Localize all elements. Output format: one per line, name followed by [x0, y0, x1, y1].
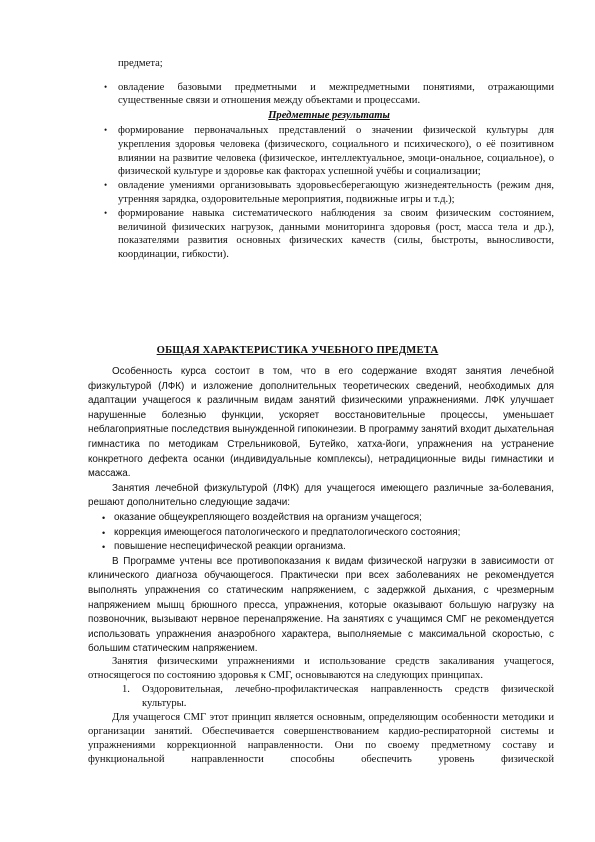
tasks-list	[88, 511, 554, 555]
paragraph-contraindications: В Программе учтены все противопоказания к видам физической нагрузки в зависимости от клинического диагноза обучающегося. Практически при всех заболеваниях не рекомендуется выполнять упражнения со статическим напряжением, с задержкой дыхания, с чрезмерным напряжением мышц брюшного пресса, упражнения, которые оказывают большую нагрузку на позвоночник, вызывают нервное перенапряжение. На занятиях с учащимся СМГ не рекомендуется использовать упражнения анаэробного характера, выполняемые с максимальной скоростью, с большим статическим напряжением.	[88, 555, 554, 655]
bullet-icon: •	[102, 527, 106, 538]
paragraph-principles-intro: Занятия физическими упражнениями и использование средств закаливания учащегося, относящегося по состоянию здоровья к СМГ, основываются на следующих принципах.	[88, 656, 554, 681]
paragraph-principle-explanation: Для учащегося СМГ этот принцип является основным, определяющим особенности методики и организации занятий. Обеспечивается совершенствованием кардио-респираторной системы и упражнениями коррекционной направленности. Они по своему предметному составу и функциональной направленности способны обеспечить уровень физической	[88, 712, 554, 765]
list-item: • овладение базовыми предметными и межпредметными понятиями, отражающими существенные связи и отношения между объектами и процессами.	[104, 81, 554, 107]
metasubject-list	[104, 81, 554, 108]
list-item: • коррекция имеющегося патологического и предпатологического состояния;	[88, 526, 554, 541]
bullet-icon: •	[104, 125, 108, 136]
section-body	[88, 365, 554, 657]
section-title: ОБЩАЯ ХАРАКТЕРИСТИКА УЧЕБНОГО ПРЕДМЕТА	[156, 345, 439, 356]
list-continuation: предмета;	[118, 58, 163, 69]
paragraph-course-features: Особенность курса состоит в том, что в его содержание входят занятия лечебной физкультурой (ЛФК) и изложение дополнительных теоретических сведений, необходимых для адаптации учащегося к различным видам занятий физическими упражнениями. ЛФК улучшает нарушенные болезнью функции, ускоряет восстановительные процессы, уменьшает неблагоприятные последствия вынужденной гипокинезии. В программу занятий входит дыхательная гимнастика по методикам Стрельниковой, Бутейко, хатха-йоги, упражнения на устранение конкретного дефекта осанки (индивидуальные комплексы), нетрадиционные виды гимнастики и массажа.	[88, 366, 554, 480]
subject-results-list	[104, 124, 554, 261]
list-item: • формирование навыка систематического наблюдения за своим физическим состоянием, величиной физических нагрузок, данными мониторинга здоровья (рост, масса тела и др.), показателями развития основных физических качеств (силы, быстроты, выносливости, координации, гибкости).	[104, 207, 554, 260]
principle-number: 1.	[122, 684, 130, 695]
bullet-icon: •	[102, 542, 106, 553]
bullet-icon: •	[102, 512, 106, 523]
principle-item: 1. Оздоровительная, лечебно-профилактическая направленность средств физической культуры.	[122, 684, 554, 709]
outcomes-block	[104, 57, 554, 262]
list-item: • овладение умениями организовывать здоровьесберегающую жизнедеятельность (режим дня, утренняя зарядка, оздоровительные мероприятия, подвижные игры и т.д.);	[104, 180, 554, 205]
list-item: • формирование первоначальных представлений о значении физической культуры для укрепления здоровья человека (физического, социального и психического), о её позитивном влиянии на развитие человека (физическое, интеллектуальное, эмоци-ональное, социальное), о физической культуре и здоровье как факторах успешной учёбы и социализации;	[104, 125, 554, 178]
list-item: • повышение неспецифической реакции организма.	[88, 540, 554, 555]
bullet-icon: •	[104, 81, 108, 92]
bullet-icon: •	[104, 207, 108, 218]
bullet-icon: •	[104, 180, 108, 191]
paragraph-lfk-tasks: Занятия лечебной физкультурой (ЛФК) для учащегося имеющего различные за-болевания, решают дополнительно следующие задачи:	[88, 482, 554, 509]
principles-block	[88, 655, 554, 767]
list-item: • оказание общеукрепляющего воздействия на организм учащегося;	[88, 511, 554, 526]
subject-results-heading: Предметные результаты	[268, 109, 390, 121]
